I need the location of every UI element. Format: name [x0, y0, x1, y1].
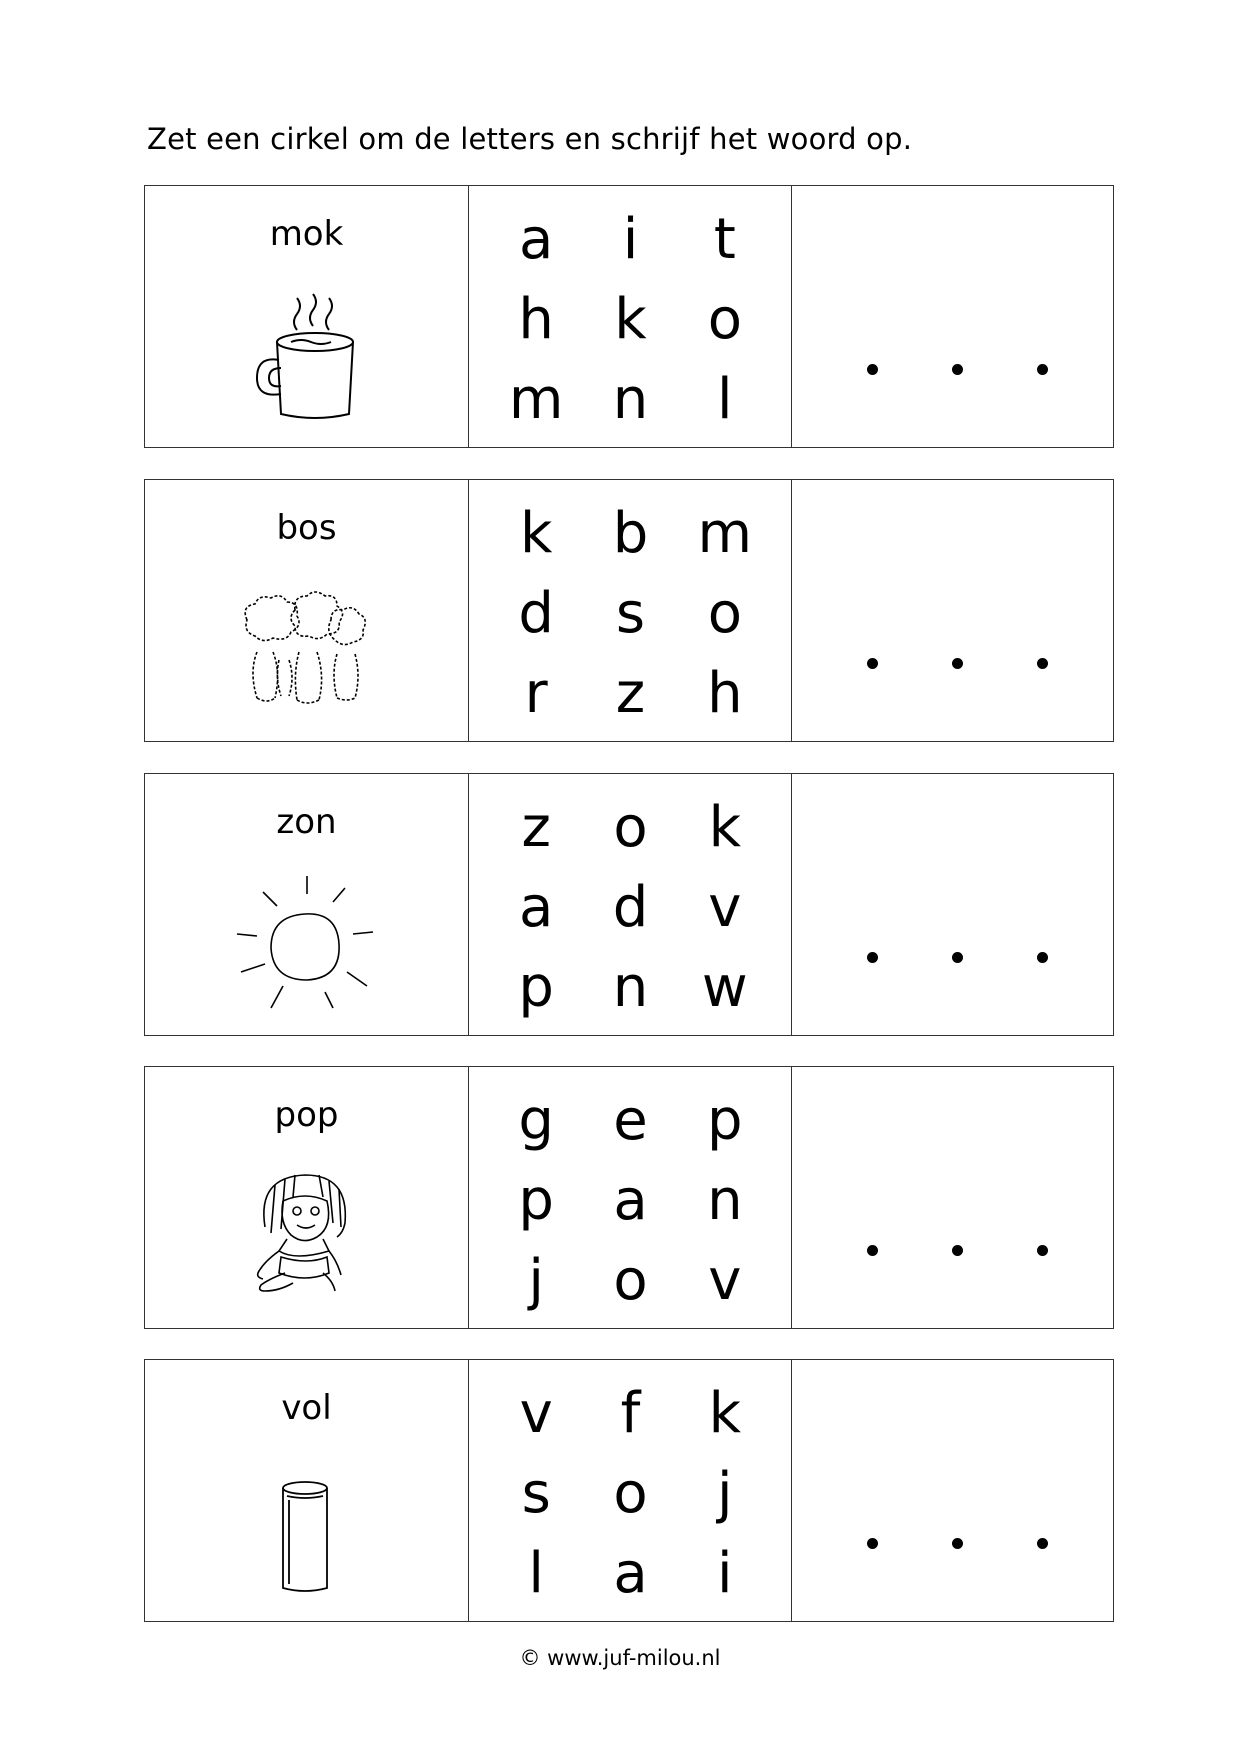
letter-grid [489, 200, 772, 440]
answer-cell[interactable] [791, 1067, 1113, 1328]
word-label: mok [269, 214, 344, 254]
letter-option[interactable]: d [612, 875, 649, 940]
dot [952, 1538, 963, 1549]
letter-option[interactable]: k [519, 501, 553, 566]
letter-option[interactable]: a [613, 1168, 648, 1233]
letter-grid [489, 1374, 772, 1614]
letter-option[interactable]: i [717, 1541, 733, 1606]
letter-option[interactable]: j [528, 1248, 544, 1313]
letter-option[interactable]: o [613, 1461, 648, 1526]
letter-option[interactable]: a [613, 1541, 648, 1606]
dot [952, 952, 963, 963]
sun-icon [235, 874, 375, 1014]
letter-option[interactable]: b [612, 501, 649, 566]
letter-option[interactable]: k [708, 1381, 742, 1446]
letter-option[interactable]: s [615, 581, 646, 646]
dot [1037, 658, 1048, 669]
answer-dots [847, 1245, 1037, 1257]
letter-option[interactable]: a [519, 207, 554, 272]
letter-option[interactable]: v [708, 875, 742, 940]
word-label: zon [276, 802, 337, 842]
letter-cell [468, 1067, 791, 1328]
word-row [144, 1066, 1114, 1329]
letter-cell [468, 774, 791, 1035]
word-row [144, 1359, 1114, 1622]
letter-option[interactable]: o [707, 287, 742, 352]
dot [1037, 952, 1048, 963]
word-label: pop [274, 1095, 339, 1135]
letter-option[interactable]: h [707, 661, 743, 726]
answer-dots [847, 658, 1037, 670]
letter-option[interactable]: z [615, 661, 646, 726]
letter-option[interactable]: g [518, 1088, 554, 1153]
letter-grid [489, 788, 772, 1028]
forest-icon [235, 580, 375, 720]
letter-option[interactable]: j [717, 1461, 733, 1526]
word-row [144, 185, 1114, 448]
letter-option[interactable]: p [707, 1088, 743, 1153]
letter-option[interactable]: l [717, 367, 733, 432]
dot [1037, 1538, 1048, 1549]
letter-cell [468, 1360, 791, 1621]
letter-option[interactable]: n [612, 367, 649, 432]
letter-option[interactable]: o [707, 581, 742, 646]
answer-cell[interactable] [791, 1360, 1113, 1621]
letter-grid [489, 1081, 772, 1321]
answer-dots [847, 952, 1037, 964]
word-label: bos [276, 508, 337, 548]
answer-cell[interactable] [791, 480, 1113, 741]
letter-option[interactable]: h [518, 287, 554, 352]
letter-option[interactable]: e [613, 1088, 648, 1153]
letter-option[interactable]: f [620, 1381, 641, 1446]
letter-option[interactable]: r [524, 661, 548, 726]
answer-cell[interactable] [791, 186, 1113, 447]
letter-grid [489, 494, 772, 734]
letter-option[interactable]: t [713, 207, 736, 272]
copyright-footer: © www.juf-milou.nl [519, 1646, 721, 1670]
word-row [144, 773, 1114, 1036]
letter-option[interactable]: n [612, 955, 649, 1020]
letter-option[interactable]: i [622, 207, 639, 272]
word-cell [145, 186, 468, 447]
dot [952, 364, 963, 375]
word-label: vol [281, 1388, 332, 1428]
letter-option[interactable]: z [521, 795, 551, 860]
letter-option[interactable]: v [519, 1381, 553, 1446]
letter-option[interactable]: k [614, 287, 647, 352]
glass-icon [235, 1460, 375, 1600]
letter-option[interactable]: m [508, 367, 564, 432]
word-cell [145, 774, 468, 1035]
letter-option[interactable]: w [701, 955, 748, 1020]
answer-dots [847, 1538, 1037, 1550]
dot [1037, 364, 1048, 375]
letter-option[interactable]: v [708, 1248, 742, 1313]
letter-option[interactable]: o [613, 795, 648, 860]
letter-cell [468, 480, 791, 741]
letter-option[interactable]: s [521, 1461, 551, 1526]
answer-dots [847, 364, 1037, 376]
letter-option[interactable]: m [697, 501, 753, 566]
dot [867, 658, 878, 669]
letter-option[interactable]: l [528, 1541, 544, 1606]
word-cell [145, 480, 468, 741]
letter-option[interactable]: k [708, 795, 742, 860]
letter-cell [468, 186, 791, 447]
dot [867, 952, 878, 963]
letter-option[interactable]: p [518, 1168, 554, 1233]
word-row [144, 479, 1114, 742]
dot [952, 658, 963, 669]
letter-option[interactable]: o [613, 1248, 648, 1313]
dot [867, 364, 878, 375]
answer-cell[interactable] [791, 774, 1113, 1035]
word-cell [145, 1360, 468, 1621]
letter-option[interactable]: n [707, 1168, 743, 1233]
letter-option[interactable]: d [518, 581, 554, 646]
letter-option[interactable]: p [518, 955, 554, 1020]
mug-icon [235, 286, 375, 426]
instruction-text: Zet een cirkel om de letters en schrijf het woord op. [147, 122, 913, 156]
doll-icon [235, 1167, 375, 1307]
dot [952, 1245, 963, 1256]
dot [867, 1538, 878, 1549]
dot [1037, 1245, 1048, 1256]
dot [867, 1245, 878, 1256]
word-cell [145, 1067, 468, 1328]
letter-option[interactable]: a [519, 875, 554, 940]
